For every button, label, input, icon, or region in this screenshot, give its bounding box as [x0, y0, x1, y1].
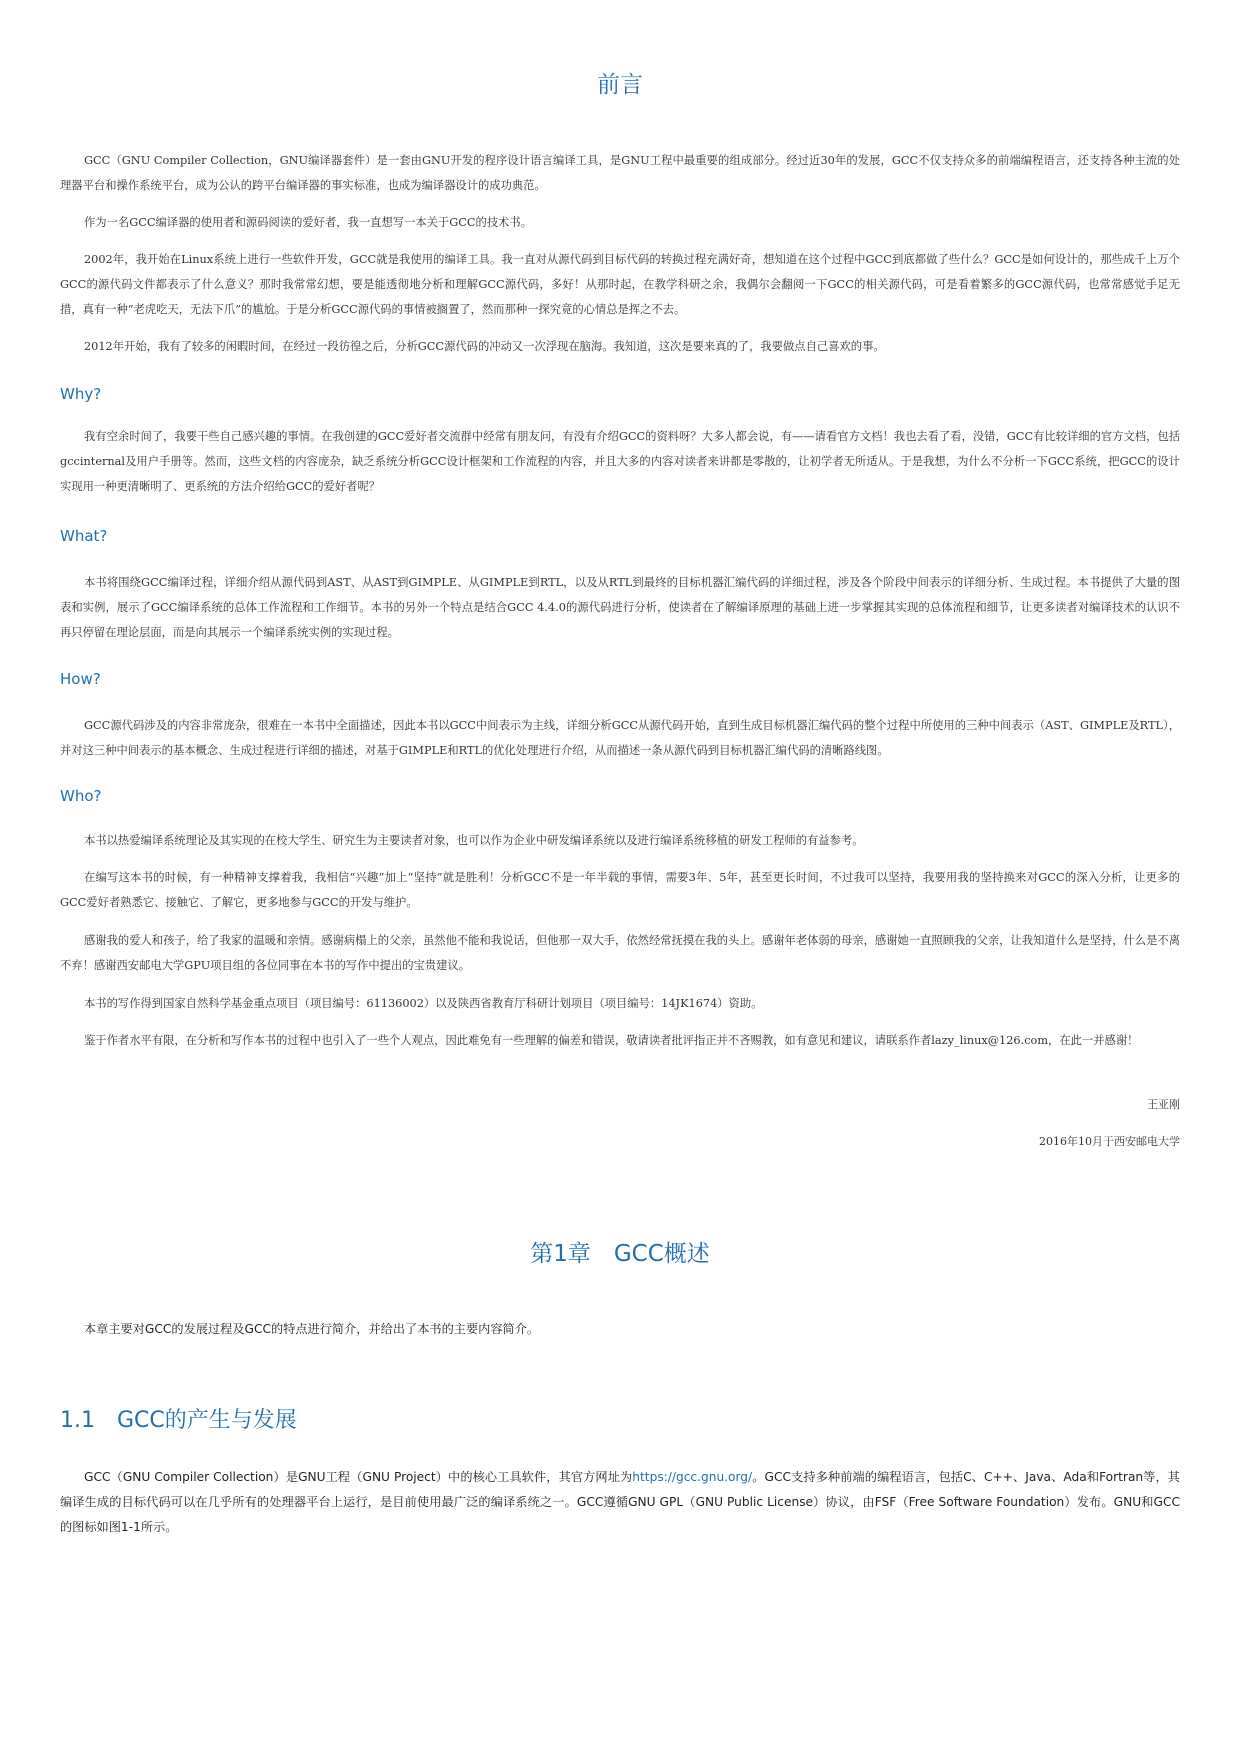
who-heading: Who? [60, 787, 102, 805]
gcc-website-link[interactable]: https://gcc.gnu.org/ [632, 1470, 753, 1484]
who-paragraph-1: 本书以热爱编译系统理论及其实现的在校大学生、研究生为主要读者对象，也可以作为企业中研发编译系统以及进行编译系统移植的研发工程师的有益参考。 [84, 834, 864, 847]
what-heading: What? [60, 527, 108, 545]
who-paragraph-3: 感谢我的爱人和孩子，给了我家的温暖和亲情。感谢病榻上的父亲，虽然他不能和我说话，但他那一双大手，依然经常抚摸在我的头上。感谢年老体弱的母亲，感谢她一直照顾我的父亲，让我知道什么是坚持，什么是不离不弃！感谢西安邮电大学GPU项目组的各位同事在本书的写作中提出的宝贵建议。 [60, 934, 1180, 972]
author-signature: 王亚刚 [1147, 1098, 1180, 1111]
chapter-intro: 本章主要对GCC的发展过程及GCC的特点进行简介，并给出了本书的主要内容简介。 [84, 1322, 540, 1336]
how-paragraph: GCC源代码涉及的内容非常庞杂，很难在一本书中全面描述，因此本书以GCC中间表示为主线，详细分析GCC从源代码开始，直到生成目标机器汇编代码的整个过程中所使用的三种中间表示（AST、GIMPLE及RTL），并对这三种中间表示的基本概念、生成过程进行详细的描述，对基于GIMPLE和RTL的优化处理进行介绍，从而描述一条从源代码到目标机器汇编代码的清晰路线图。 [60, 719, 1180, 757]
chapter-title: 第1章 GCC概述 [530, 1241, 710, 1267]
who-paragraph-2: 在编写这本书的时候，有一种精神支撑着我，我相信“兴趣”加上“坚持”就是胜利！分析GCC不是一年半载的事情，需要3年、5年，甚至更长时间，不过我可以坚持，我要用我的坚持换来对GCC的深入分析，让更多的GCC爱好者熟悉它、接触它、了解它，更多地参与GCC的开发与维护。 [60, 871, 1180, 909]
section-heading [60, 1403, 297, 1434]
section-number: 1.1 [60, 1408, 95, 1433]
who-paragraph-4: 本书的写作得到国家自然科学基金重点项目（项目编号：61136002）以及陕西省教育厅科研计划项目（项目编号：14JK1674）资助。 [84, 997, 763, 1010]
preface-title: 前言 [597, 72, 643, 98]
preface-date: 2016年10月于西安邮电大学 [1039, 1135, 1180, 1148]
what-paragraph: 本书将围绕GCC编译过程，详细介绍从源代码到AST、从AST到GIMPLE、从GIMPLE到RTL，以及从RTL到最终的目标机器汇编代码的详细过程，涉及各个阶段中间表示的详细分析、生成过程。本书提供了大量的图表和实例，展示了GCC编译系统的总体工作流程和工作细节。本书的另外一个特点是结合GCC 4.4.0的源代码进行分析，使读者在了解编译原理的基础上进一步掌握其实现的总体流程和细节，让更多读者对编译技术的认识不再只停留在理论层面，而是向其展示一个编译系统实例的实现过程。 [60, 576, 1180, 639]
section-paragraph-1 [60, 1465, 1180, 1540]
section-paragraph-text-b: 。GCC支持多种前端的编程语言，包括C、C++、Java、Ada和Fortran等，其编译生成的目标代码可以在几乎所有的处理器平台上运行，是目前使用最广泛的编译系统之一。GCC遵循GNU GPL（GNU Public License）协议，由FSF（Free Software Foundation）发布。GNU和GCC的图标如图1-1所示。 [60, 1470, 1180, 1534]
preface-paragraph-1: GCC（GNU Compiler Collection，GNU编译器套件）是一套由GNU开发的程序设计语言编译工具，是GNU工程中最重要的组成部分。经过近30年的发展，GCC不仅支持众多的前端编程语言，还支持各种主流的处理器平台和操作系统平台，成为公认的跨平台编译器的事实标准，也成为编译器设计的成功典范。 [60, 154, 1180, 192]
preface-paragraph-2: 作为一名GCC编译器的使用者和源码阅读的爱好者，我一直想写一本关于GCC的技术书。 [84, 216, 533, 229]
who-paragraph-5: 鉴于作者水平有限，在分析和写作本书的过程中也引入了一些个人观点，因此难免有一些理解的偏差和错误，敬请读者批评指正并不吝赐教，如有意见和建议，请联系作者lazy_linux@126.com，在此一并感谢！ [84, 1034, 1139, 1047]
why-paragraph: 我有空余时间了，我要干些自己感兴趣的事情。在我创建的GCC爱好者交流群中经常有朋友问，有没有介绍GCC的资料呀？大多人都会说，有——请看官方文档！我也去看了看，没错，GCC有比较详细的官方文档，包括gccinternal及用户手册等。然而，这些文档的内容庞杂，缺乏系统分析GCC设计框架和工作流程的内容，并且大多的内容对读者来讲都是零散的，让初学者无所适从。于是我想，为什么不分析一下GCC系统，把GCC的设计实现用一种更清晰明了、更系统的方法介绍给GCC的爱好者呢？ [60, 430, 1180, 493]
why-heading: Why? [60, 385, 102, 403]
how-heading: How? [60, 670, 101, 688]
section-paragraph-text-a: GCC（GNU Compiler Collection）是GNU工程（GNU Project）中的核心工具软件，其官方网址为 [84, 1470, 633, 1484]
preface-paragraph-3: 2002年，我开始在Linux系统上进行一些软件开发，GCC就是我使用的编译工具。我一直对从源代码到目标代码的转换过程充满好奇，想知道在这个过程中GCC到底都做了些什么？GCC是如何设计的，那些成千上万个GCC的源代码文件都表示了什么意义？那时我常常幻想，要是能透彻地分析和理解GCC源代码，多好！从那时起，在教学科研之余，我偶尔会翻阅一下GCC的相关源代码，可是看着繁多的GCC源代码，也常常感觉手足无措，真有一种“老虎吃天，无法下爪”的尴尬。于是分析GCC源代码的事情被搁置了，然而那种一探究竟的心情总是挥之不去。 [60, 253, 1180, 316]
section-title-text: GCC的产生与发展 [117, 1408, 297, 1433]
preface-paragraph-4: 2012年开始，我有了较多的闲暇时间，在经过一段彷徨之后，分析GCC源代码的冲动又一次浮现在脑海。我知道，这次是要来真的了，我要做点自己喜欢的事。 [84, 340, 885, 353]
